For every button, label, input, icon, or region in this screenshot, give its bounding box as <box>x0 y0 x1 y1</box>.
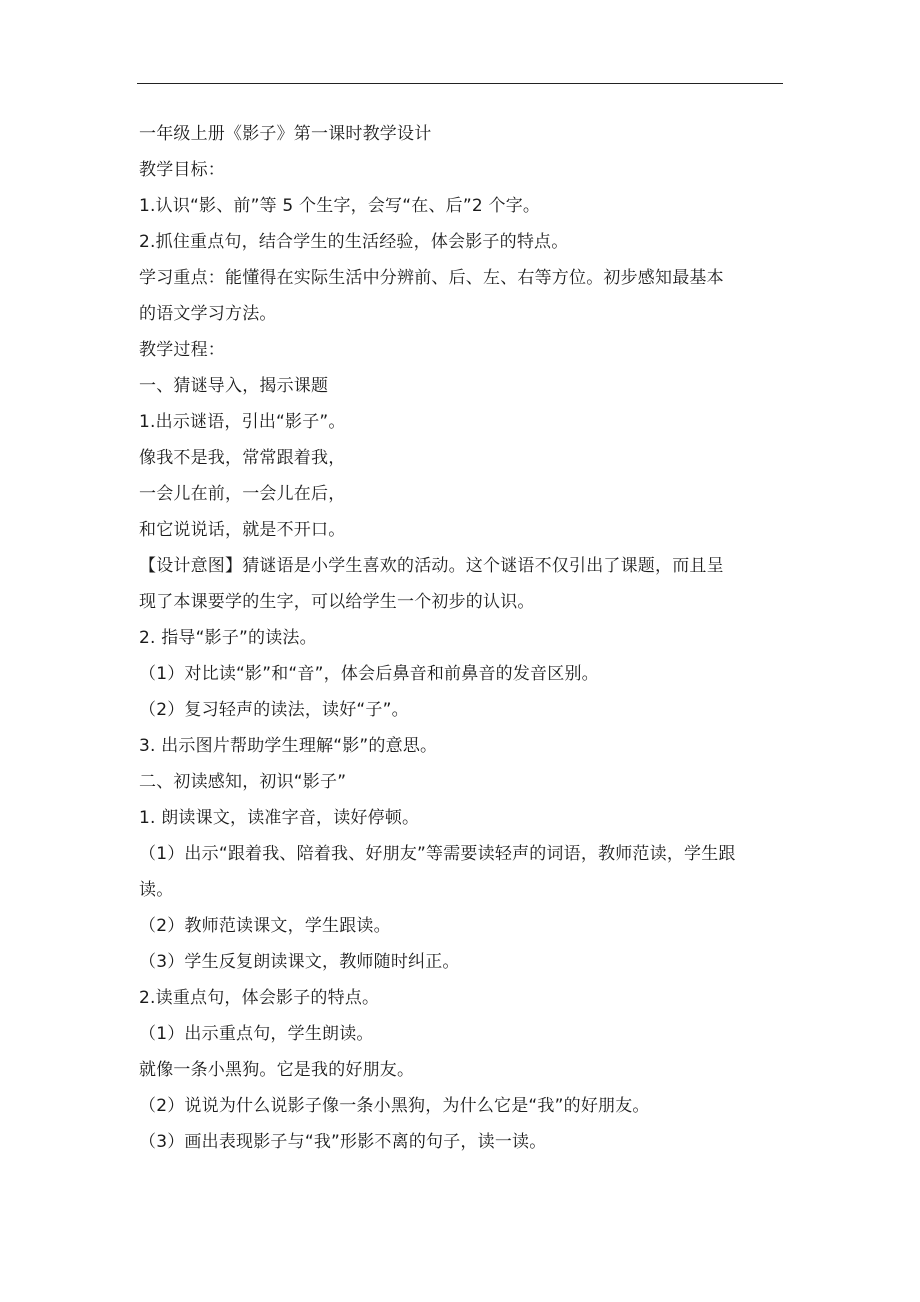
part-heading-1: 一、猜谜导入，揭示课题 <box>139 376 329 396</box>
sub-step-item: （1）出示重点句，学生朗读。 <box>139 1024 374 1044</box>
sub-step-item: （1）出示“跟着我、陪着我、好朋友”等需要读轻声的词语，教师范读，学生跟 <box>139 844 736 864</box>
step-item: 1. 朗读课文，读准字音，读好停顿。 <box>139 808 420 828</box>
riddle-line-1: 像我不是我，常常跟着我， <box>139 448 346 468</box>
sub-step-item: （2）说说为什么说影子像一条小黑狗，为什么它是“我”的好朋友。 <box>139 1096 650 1116</box>
header-rule <box>137 83 783 84</box>
riddle-line-2: 一会儿在前，一会儿在后， <box>139 484 346 504</box>
step-item: 1.出示谜语，引出“影子”。 <box>139 412 346 432</box>
step-item: 2.读重点句，体会影子的特点。 <box>139 988 380 1008</box>
sub-step-item: （1）对比读“影”和“音”，体会后鼻音和前鼻音的发音区别。 <box>139 664 599 684</box>
design-intent-line-1: 【设计意图】猜谜语是小学生喜欢的活动。这个谜语不仅引出了课题，而且呈 <box>139 556 724 576</box>
sub-step-continuation: 读。 <box>139 880 174 900</box>
part-heading-2: 二、初读感知，初识“影子” <box>139 772 347 792</box>
sub-step-item: （2）复习轻声的读法，读好“子”。 <box>139 700 409 720</box>
objective-item-2: 2.抓住重点句，结合学生的生活经验，体会影子的特点。 <box>139 232 569 252</box>
key-sentence: 就像一条小黑狗。它是我的好朋友。 <box>139 1060 415 1080</box>
objective-item-1: 1.认识“影、前”等 5 个生字，会写“在、后”2 个字。 <box>139 196 541 216</box>
sub-step-item: （2）教师范读课文，学生跟读。 <box>139 916 391 936</box>
section-heading-objectives: 教学目标： <box>139 160 225 180</box>
document-body <box>139 116 784 1160</box>
document-title: 一年级上册《影子》第一课时教学设计 <box>139 124 432 144</box>
step-item: 2. 指导“影子”的读法。 <box>139 628 317 648</box>
sub-step-item: （3）画出表现影子与“我”形影不离的句子，读一读。 <box>139 1132 547 1152</box>
riddle-line-3: 和它说说话，就是不开口。 <box>139 520 346 540</box>
section-heading-process: 教学过程： <box>139 340 225 360</box>
key-points-line-1: 学习重点：能懂得在实际生活中分辨前、后、左、右等方位。初步感知最基本 <box>139 268 724 288</box>
step-item: 3. 出示图片帮助学生理解“影”的意思。 <box>139 736 438 756</box>
design-intent-line-2: 现了本课要学的生字，可以给学生一个初步的认识。 <box>139 592 535 612</box>
sub-step-item: （3）学生反复朗读课文，教师随时纠正。 <box>139 952 460 972</box>
key-points-line-2: 的语文学习方法。 <box>139 304 277 324</box>
